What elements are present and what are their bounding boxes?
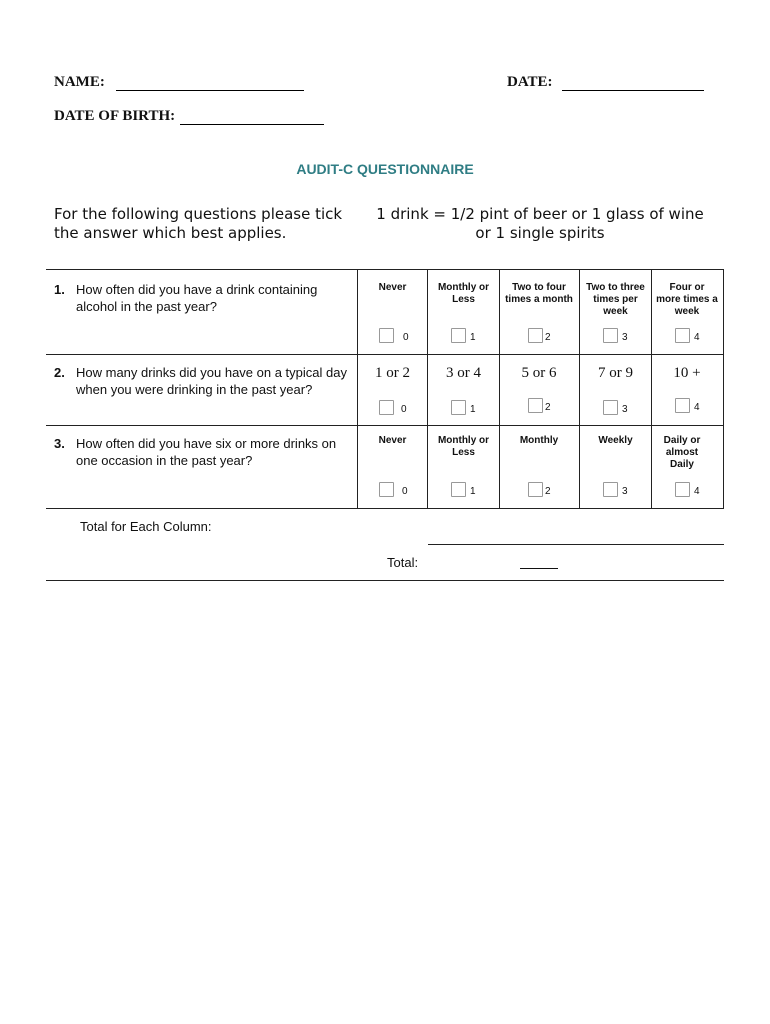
answer-checkbox[interactable] [451, 482, 466, 497]
question-3 [54, 435, 349, 469]
question-text: How often did you have six or more drinks on one occasion in the past year? [76, 436, 337, 468]
column-divider [357, 270, 358, 508]
score-value: 0 [401, 404, 407, 415]
score-value: 3 [622, 332, 628, 343]
answer-checkbox[interactable] [603, 400, 618, 415]
score-value: 1 [470, 332, 476, 343]
answer-checkbox[interactable] [379, 482, 394, 497]
instructions-text: For the following questions please tick the answer which best applies. [54, 205, 343, 242]
option-label: Daily or almost Daily [663, 435, 701, 470]
name-field[interactable] [116, 90, 304, 91]
questionnaire-table [46, 269, 724, 509]
question-text: How many drinks did you have on a typical day when you were drinking in the past year? [76, 365, 347, 397]
answer-checkbox[interactable] [451, 328, 466, 343]
column-total-field[interactable] [428, 544, 724, 545]
question-1 [54, 281, 349, 315]
answer-checkbox[interactable] [603, 482, 618, 497]
row-divider [46, 425, 724, 426]
score-value: 2 [545, 332, 551, 343]
column-divider [499, 270, 500, 508]
option-label: 5 or 6 [521, 365, 557, 381]
date-label: DATE: [507, 74, 553, 90]
option-label: Weekly [598, 435, 633, 446]
option-label: Monthly or Less [437, 435, 490, 458]
answer-checkbox[interactable] [528, 328, 543, 343]
page-title: AUDIT-C QUESTIONNAIRE [296, 161, 474, 177]
score-value: 3 [622, 404, 628, 415]
question-text: How often did you have a drink containing alcohol in the past year? [76, 282, 318, 314]
column-divider [723, 270, 724, 508]
answer-checkbox[interactable] [528, 482, 543, 497]
total-field[interactable] [520, 568, 558, 569]
answer-checkbox[interactable] [603, 328, 618, 343]
score-value: 0 [403, 332, 409, 343]
answer-checkbox[interactable] [451, 400, 466, 415]
option-label: Two to three times per week [586, 282, 645, 317]
score-value: 3 [622, 486, 628, 497]
column-divider [651, 270, 652, 508]
row-divider [46, 354, 724, 355]
score-value: 2 [545, 402, 551, 413]
option-label: Never [378, 435, 407, 446]
score-value: 0 [402, 486, 408, 497]
date-field[interactable] [562, 90, 704, 91]
answer-checkbox[interactable] [675, 482, 690, 497]
score-value: 4 [694, 402, 700, 413]
score-value: 4 [694, 332, 700, 343]
score-value: 4 [694, 486, 700, 497]
question-2 [54, 364, 349, 398]
bottom-divider [46, 580, 724, 581]
option-label: Monthly or Less [437, 282, 490, 305]
option-label: Four or more times a week [656, 282, 718, 317]
answer-checkbox[interactable] [528, 398, 543, 413]
question-number: 3. [54, 436, 65, 451]
answer-checkbox[interactable] [379, 328, 394, 343]
drink-definition [360, 205, 720, 243]
column-total-label: Total for Each Column: [80, 519, 212, 534]
option-label: 10 + [673, 365, 701, 381]
dob-field[interactable] [180, 124, 324, 125]
score-value: 1 [470, 404, 476, 415]
name-label: NAME: [54, 74, 105, 90]
dob-label: DATE OF BIRTH: [54, 108, 176, 124]
score-value: 2 [545, 486, 551, 497]
drink-definition-line2: or 1 single spirits [475, 224, 605, 242]
answer-checkbox[interactable] [675, 398, 690, 413]
question-number: 2. [54, 365, 65, 380]
answer-checkbox[interactable] [675, 328, 690, 343]
answer-checkbox[interactable] [379, 400, 394, 415]
option-label: 1 or 2 [375, 365, 410, 381]
option-label: Two to four times a month [505, 282, 573, 305]
option-label: 3 or 4 [446, 365, 481, 381]
score-value: 1 [470, 486, 476, 497]
total-label: Total: [387, 555, 419, 570]
question-number: 1. [54, 282, 65, 297]
option-label: Never [378, 282, 407, 293]
option-label: Monthly [519, 435, 559, 446]
drink-definition-line1: 1 drink = 1/2 pint of beer or 1 glass of wine [376, 205, 704, 223]
option-label: 7 or 9 [598, 365, 633, 381]
